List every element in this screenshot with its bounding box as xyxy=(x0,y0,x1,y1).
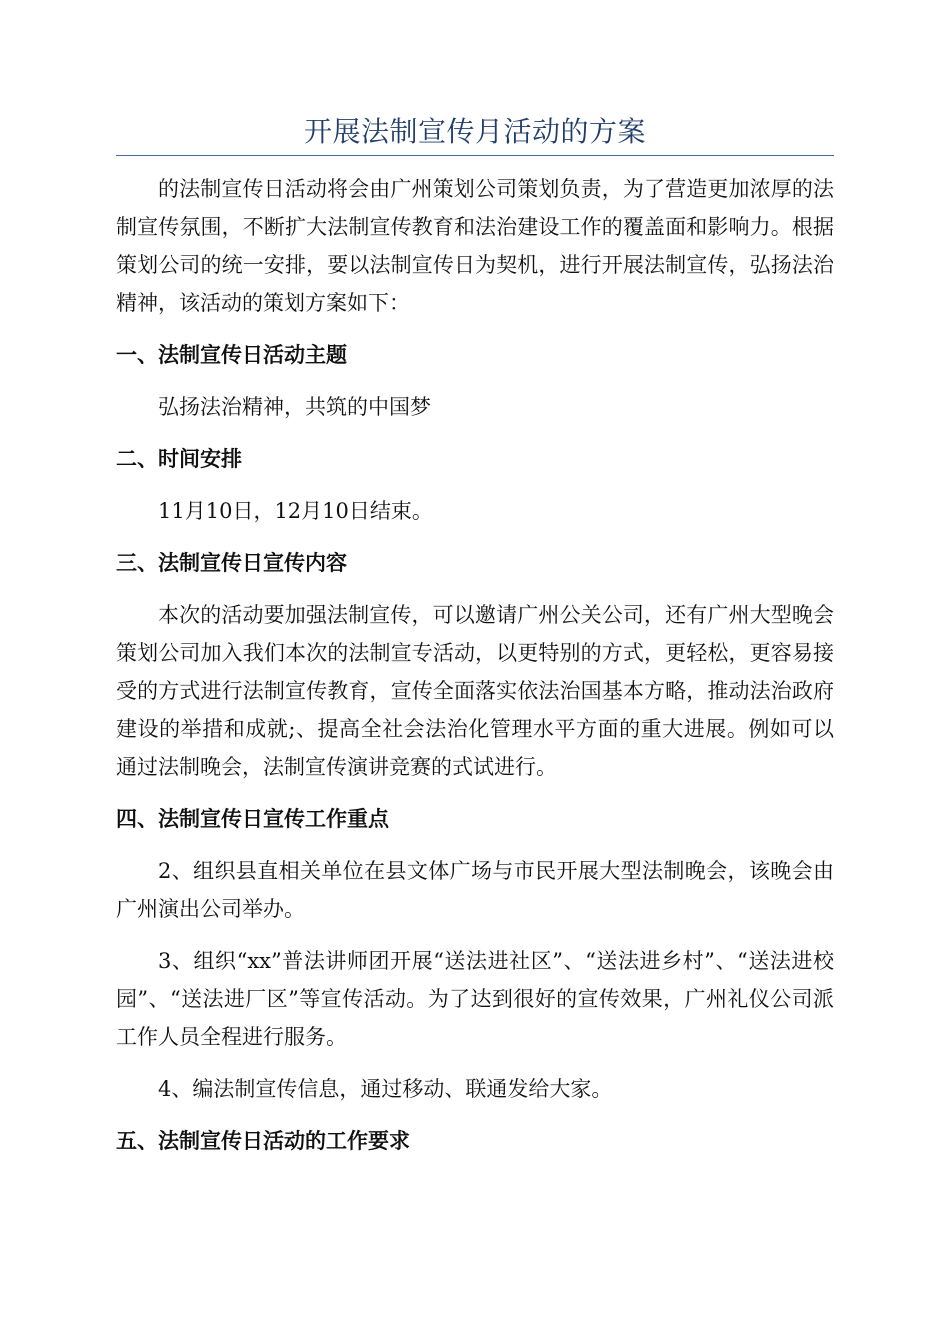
section-heading-theme: 一、法制宣传日活动主题 xyxy=(116,343,347,367)
title-underline xyxy=(116,155,834,156)
focus-item-2: 2、组织县直相关单位在县文体广场与市民开展大型法制晚会，该晚会由广州演出公司举办。 xyxy=(116,859,834,921)
content-paragraph: 本次的活动要加强法制宣传，可以邀请广州公关公司，还有广州大型晚会策划公司加入我们本次的法制宣专活动，以更特别的方式，更轻松，更容易接受的方式进行法制宣传教育，宣传全面落实依法治国基本方略，推动法治政府建设的举措和成就;、提高全社会法治化管理水平方面的重大进展。例如可以通过法制晚会，法制宣传演讲竞赛的式试进行。 xyxy=(116,603,834,779)
section-heading-schedule: 二、时间安排 xyxy=(116,447,242,471)
document-page xyxy=(116,112,834,1174)
schedule-paragraph: 11月10日，12月10日结束。 xyxy=(158,499,433,523)
focus-item-3: 3、组织“xx”普法讲师团开展“送法进社区”、“送法进乡村”、“送法进校园”、“送法进厂区”等宣传活动。为了达到很好的宣传效果，广州礼仪公司派工作人员全程进行服务。 xyxy=(116,949,834,1049)
section-heading-requirements: 五、法制宣传日活动的工作要求 xyxy=(116,1129,410,1153)
focus-item-4: 4、编法制宣传信息，通过移动、联通发给大家。 xyxy=(158,1077,613,1101)
section-heading-focus: 四、法制宣传日宣传工作重点 xyxy=(116,807,389,831)
document-title: 开展法制宣传月活动的方案 xyxy=(303,115,646,148)
section-heading-content: 三、法制宣传日宣传内容 xyxy=(116,551,347,575)
intro-paragraph: 的法制宣传日活动将会由广州策划公司策划负责，为了营造更加浓厚的法制宣传氛围，不断扩大法制宣传教育和法治建设工作的覆盖面和影响力。根据策划公司的统一安排，要以法制宣传日为契机，进行开展法制宣传，弘扬法治精神，该活动的策划方案如下： xyxy=(116,177,834,315)
theme-paragraph: 弘扬法治精神，共筑的中国梦 xyxy=(158,395,431,419)
